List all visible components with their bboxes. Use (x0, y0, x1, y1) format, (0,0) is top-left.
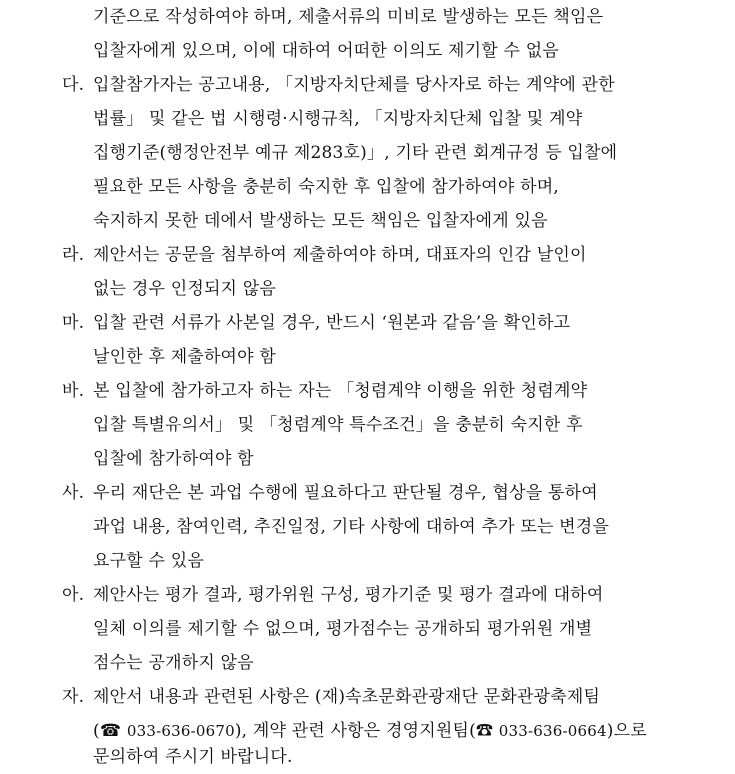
body-line: 제안사는 평가 결과, 평가위원 구성, 평가기준 및 평가 결과에 대하여 (93, 585, 604, 605)
body-line: 제안서는 공문을 첨부하여 제출하여야 하며, 대표자의 인감 날인이 (93, 245, 587, 265)
list-item-ba (0, 374, 735, 408)
body-line: 요구할 수 있음 (93, 551, 204, 571)
body-line: 없는 경우 인정되지 않음 (93, 279, 277, 299)
phone-number-festival-team: 033-636-0670 (126, 722, 235, 740)
list-marker: 바. (62, 381, 85, 401)
body-line: 제안서 내용과 관련된 사항은 (재)속초문화관광재단 문화관광축제팀 (93, 687, 601, 707)
list-marker: 아. (62, 585, 85, 605)
list-item-ra (0, 238, 735, 272)
list-marker: 라. (62, 245, 85, 265)
list-marker: 다. (62, 75, 85, 95)
phone-icon: ☎ (475, 721, 494, 741)
list-marker: 사. (62, 483, 85, 503)
list-item-ja (0, 680, 735, 714)
list-item-sa (0, 476, 735, 510)
body-line: 입찰 관련 서류가 사본일 경우, 반드시 ‘원본과 같음’을 확인하고 (93, 313, 571, 333)
body-line: 일체 이의를 제기할 수 없으며, 평가점수는 공개하되 평가위원 개별 (93, 619, 593, 639)
body-line: 입찰에 참가하여야 함 (93, 449, 254, 469)
contact-text: )으로 (606, 721, 647, 741)
contact-text: ), 계약 관련 사항은 경영지원팀( (234, 721, 476, 741)
list-marker: 마. (62, 313, 85, 333)
body-line: 날인한 후 제출하여야 함 (93, 347, 277, 367)
body-line: 입찰자에게 있으며, 이에 대하여 어떠한 이의도 제기할 수 없음 (93, 41, 559, 61)
list-item-a (0, 578, 735, 612)
list-item-da (0, 68, 735, 102)
open-paren: ( (93, 721, 100, 741)
body-line: 필요한 모든 사항을 충분히 숙지한 후 입찰에 참가하여야 하며, (93, 177, 559, 197)
list-item-ma (0, 306, 735, 340)
body-line: 본 입찰에 참가하고자 하는 자는 「청렴계약 이행을 위한 청렴계약 (93, 381, 588, 401)
body-line: 입찰 특별유의서」 및 「청렴계약 특수조건」을 충분히 숙지한 후 (93, 415, 583, 435)
list-marker: 자. (62, 687, 85, 707)
body-line: 점수는 공개하지 않음 (93, 653, 254, 673)
body-line: 과업 내용, 참여인력, 추진일정, 기타 사항에 대하여 추가 또는 변경을 (93, 517, 610, 537)
phone-number-management-team: 033-636-0664 (498, 722, 607, 740)
body-line: 집행기준(행정안전부 예규 제283호)」, 기타 관련 회계규정 등 입찰에 (93, 143, 618, 163)
body-line: 숙지하지 못한 데에서 발생하는 모든 책임은 입찰자에게 있음 (93, 211, 548, 231)
body-line: 기준으로 작성하여야 하며, 제출서류의 미비로 발생하는 모든 책임은 (93, 7, 604, 27)
body-line: 문의하여 주시기 바랍니다. (93, 747, 293, 767)
phone-icon: ☎ (99, 721, 122, 741)
body-line: 법률」 및 같은 법 시행령·시행규칙, 「지방자치단체 입찰 및 계약 (93, 109, 583, 129)
body-line: 입찰참가자는 공고내용, 「지방자치단체를 당사자로 하는 계약에 관한 (93, 75, 615, 95)
body-line: 우리 재단은 본 과업 수행에 필요하다고 판단될 경우, 협상을 통하여 (93, 483, 598, 503)
